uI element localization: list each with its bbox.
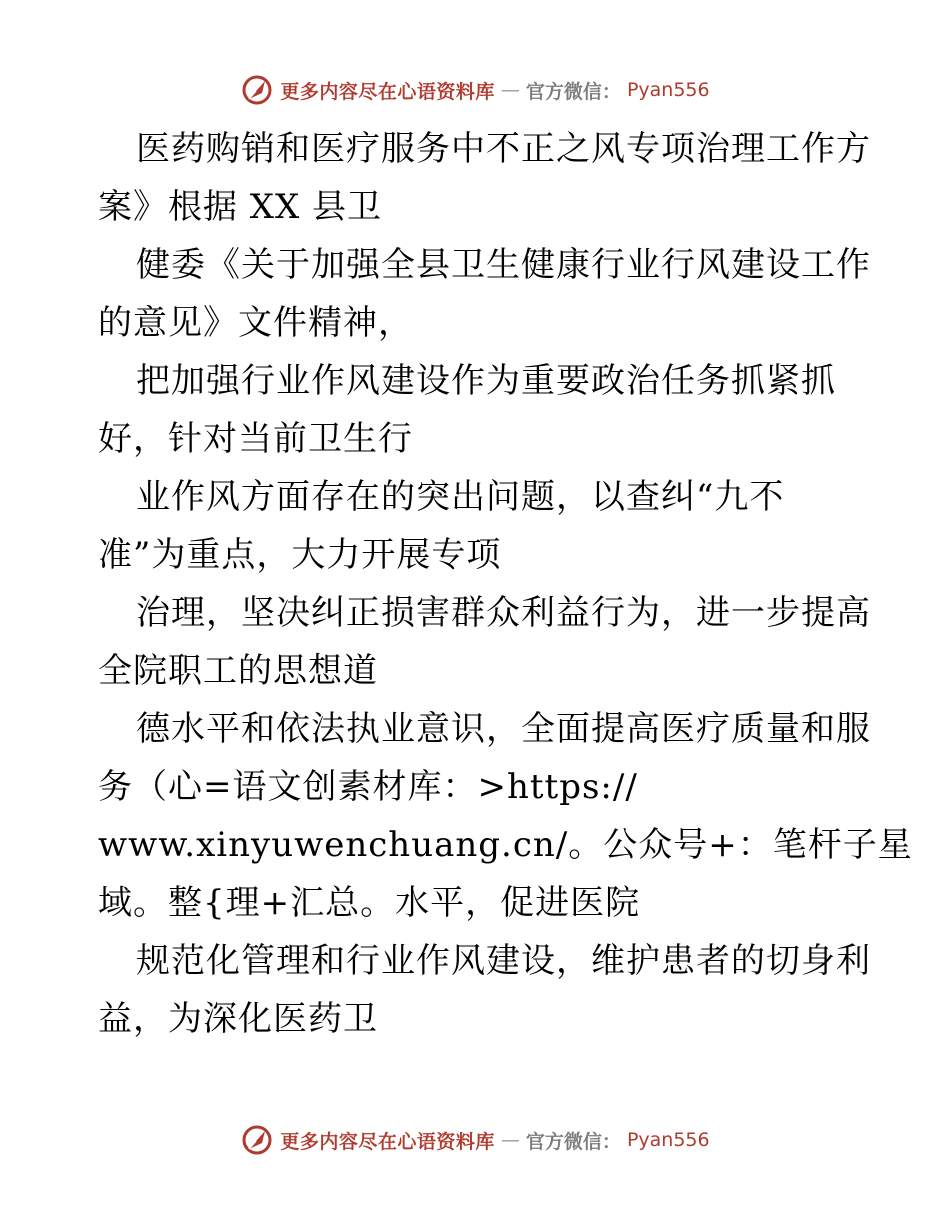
body-line-11: 德水平和依法执业意识，全面提高医疗质量和服 [136, 709, 871, 749]
body-line-10: 全院职工的思想道 [98, 651, 378, 691]
body-line-1: 医药购销和医疗服务中不正之风专项治理工作方 [136, 129, 871, 169]
footer-banner-account: Pyan556 [626, 1129, 710, 1151]
header-banner-account: Pyan556 [626, 79, 710, 101]
body-line-6: 好，针对当前卫生行 [98, 419, 413, 459]
footer-banner-content [240, 1123, 709, 1157]
header-banner-label: 官方微信： [525, 80, 621, 103]
footer-banner [0, 1120, 950, 1160]
body-line-2: 案》根据 XX 县卫 [98, 187, 383, 227]
body-line-5: 把加强行业作风建设作为重要政治任务抓紧抓 [136, 361, 836, 401]
body-line-8: 准”为重点，大力开展专项 [98, 535, 502, 575]
body-line-12: 务（心=语文创素材库：>https:// [98, 767, 638, 807]
header-banner [0, 70, 950, 110]
header-banner-content [240, 73, 709, 107]
footer-banner-separator: — [500, 1129, 520, 1151]
body-line-4: 的意见》文件精神， [98, 303, 413, 343]
header-banner-text: 更多内容尽在心语资料库 [280, 80, 495, 103]
footer-banner-text: 更多内容尽在心语资料库 [280, 1130, 495, 1153]
quill-logo-icon [240, 1123, 274, 1157]
header-banner-separator: — [500, 79, 520, 101]
document-body [98, 120, 913, 1048]
body-line-14: 域。整{理+汇总。水平，促进医院 [98, 883, 641, 923]
body-line-15: 规范化管理和行业作风建设，维护患者的切身利 [136, 941, 871, 981]
body-line-13: www.xinyuwenchuang.cn/。公众号+：笔杆子星 [98, 825, 913, 865]
body-line-7: 业作风方面存在的突出问题，以查纠“九不 [136, 477, 785, 517]
body-line-3: 健委《关于加强全县卫生健康行业行风建设工作 [136, 245, 871, 285]
footer-banner-label: 官方微信： [525, 1130, 621, 1153]
body-line-16: 益，为深化医药卫 [98, 999, 378, 1039]
body-line-9: 治理，坚决纠正损害群众利益行为，进一步提高 [136, 593, 871, 633]
quill-logo-icon [240, 73, 274, 107]
